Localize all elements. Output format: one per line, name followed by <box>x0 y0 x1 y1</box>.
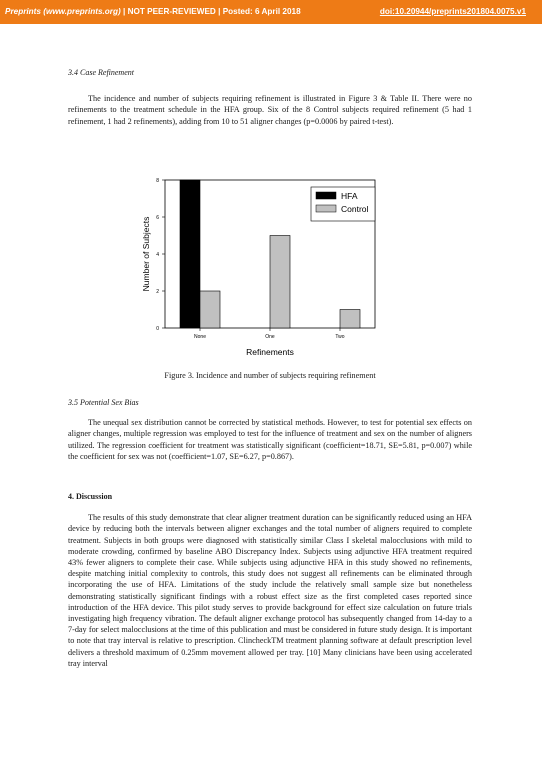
bar-control <box>270 236 290 329</box>
legend-swatch <box>316 192 336 199</box>
bar-control <box>340 310 360 329</box>
preprint-header-bar <box>0 0 542 24</box>
header-separator: | <box>218 7 221 16</box>
bar-chart <box>140 172 400 362</box>
y-tick-label: 0 <box>156 326 159 332</box>
section-discussion <box>68 491 472 669</box>
section-case-refinement <box>68 67 472 127</box>
paragraph: The unequal sex distribution cannot be corrected by statistical methods. However, to test for potential sex effects on aligner changes, multiple regression was employed to test for the influence of treatment and sex on the number of aligners utilized. The regression coefficient for treatment was statistically significant (coefficient=18.71, SE=5.81, p=0.007) while the coefficient for sex was not (coefficient=1.07, SE=6.27, p=0.867). <box>68 418 472 461</box>
doi-link[interactable]: doi:10.20944/preprints201804.0075.v1 <box>379 7 526 16</box>
y-tick-label: 4 <box>156 252 159 258</box>
posted-date: Posted: 6 April 2018 <box>222 7 301 16</box>
paragraph: The results of this study demonstrate that clear aligner treatment duration can be significantly reduced using an HFA device by reducing both the intervals between aligner exchanges and the total number of aligners required to complete treatment. Subjects in both groups were diagnosed with statistically similar Class I skeletal malocclusions with mild to moderate crowding, confirmed by baseline ABO Discrepancy Index. Subjects using adjunctive HFA treatment required 43% fewer aligners to complete their case. While subjects using adjunctive HFA in this study showed no refinements, despite matching initial complexity to controls, this study does not suggest all refinements can be eliminated through incorporating the use of HFA. Limitations of the study include the relatively small sample size but nonetheless demonstrating statistically significant findings with a robust effect size as the first completed cases reported since introduction of the HFA device. This pilot study serves to provide background for effect size calculation on future trials investigating high frequency vibration. The default aligner exchange protocol has subsequently changed from 14-day to a 7-day for select malocclusions at the time of this publication and must be considered in future study design. It is important to note that tray interval is relative to prescription. ClincheckTM treatment planning software at default prescription level delivers a threshold maximum of 0.25mm movement allowed per tray. [10] Many clinicians have been using accelerated tray interval <box>68 513 472 668</box>
figure-caption: Figure 3. Incidence and number of subjects requiring refinement <box>164 371 376 380</box>
legend-swatch <box>316 205 336 212</box>
peer-review-status: NOT PEER-REVIEWED <box>127 7 216 16</box>
section-heading: 4. Discussion <box>68 492 113 501</box>
bar-control <box>200 291 220 328</box>
y-tick-label: 6 <box>156 215 159 221</box>
x-tick-label: None <box>194 334 206 340</box>
figure-3-chart <box>140 172 400 362</box>
paragraph: The incidence and number of subjects requiring refinement is illustrated in Figure 3 & Table II. There were no refinements to the treatment schedule in the HFA group. Six of the 8 Control subjects required refinement (5 had 1 refinement, 1 had 2 refinements), adding from 10 to 51 aligner changes (p=0.0006 by paired t-test). <box>68 94 472 126</box>
x-tick-label: One <box>265 334 275 340</box>
y-tick-label: 2 <box>156 289 159 295</box>
section-potential-sex-bias <box>68 397 472 462</box>
header-meta <box>5 7 301 16</box>
legend-label: HFA <box>341 191 358 201</box>
section-heading: 3.4 Case Refinement <box>68 68 134 77</box>
y-axis-label: Number of Subjects <box>141 216 151 292</box>
preprints-brand[interactable]: Preprints (www.preprints.org) <box>5 7 121 16</box>
header-separator: | <box>122 7 126 16</box>
bar-hfa <box>180 180 200 328</box>
x-tick-label: Two <box>335 334 345 340</box>
y-tick-label: 8 <box>156 178 159 184</box>
section-heading: 3.5 Potential Sex Bias <box>68 398 139 407</box>
x-axis-label: Refinements <box>246 347 294 357</box>
legend-label: Control <box>341 204 369 214</box>
